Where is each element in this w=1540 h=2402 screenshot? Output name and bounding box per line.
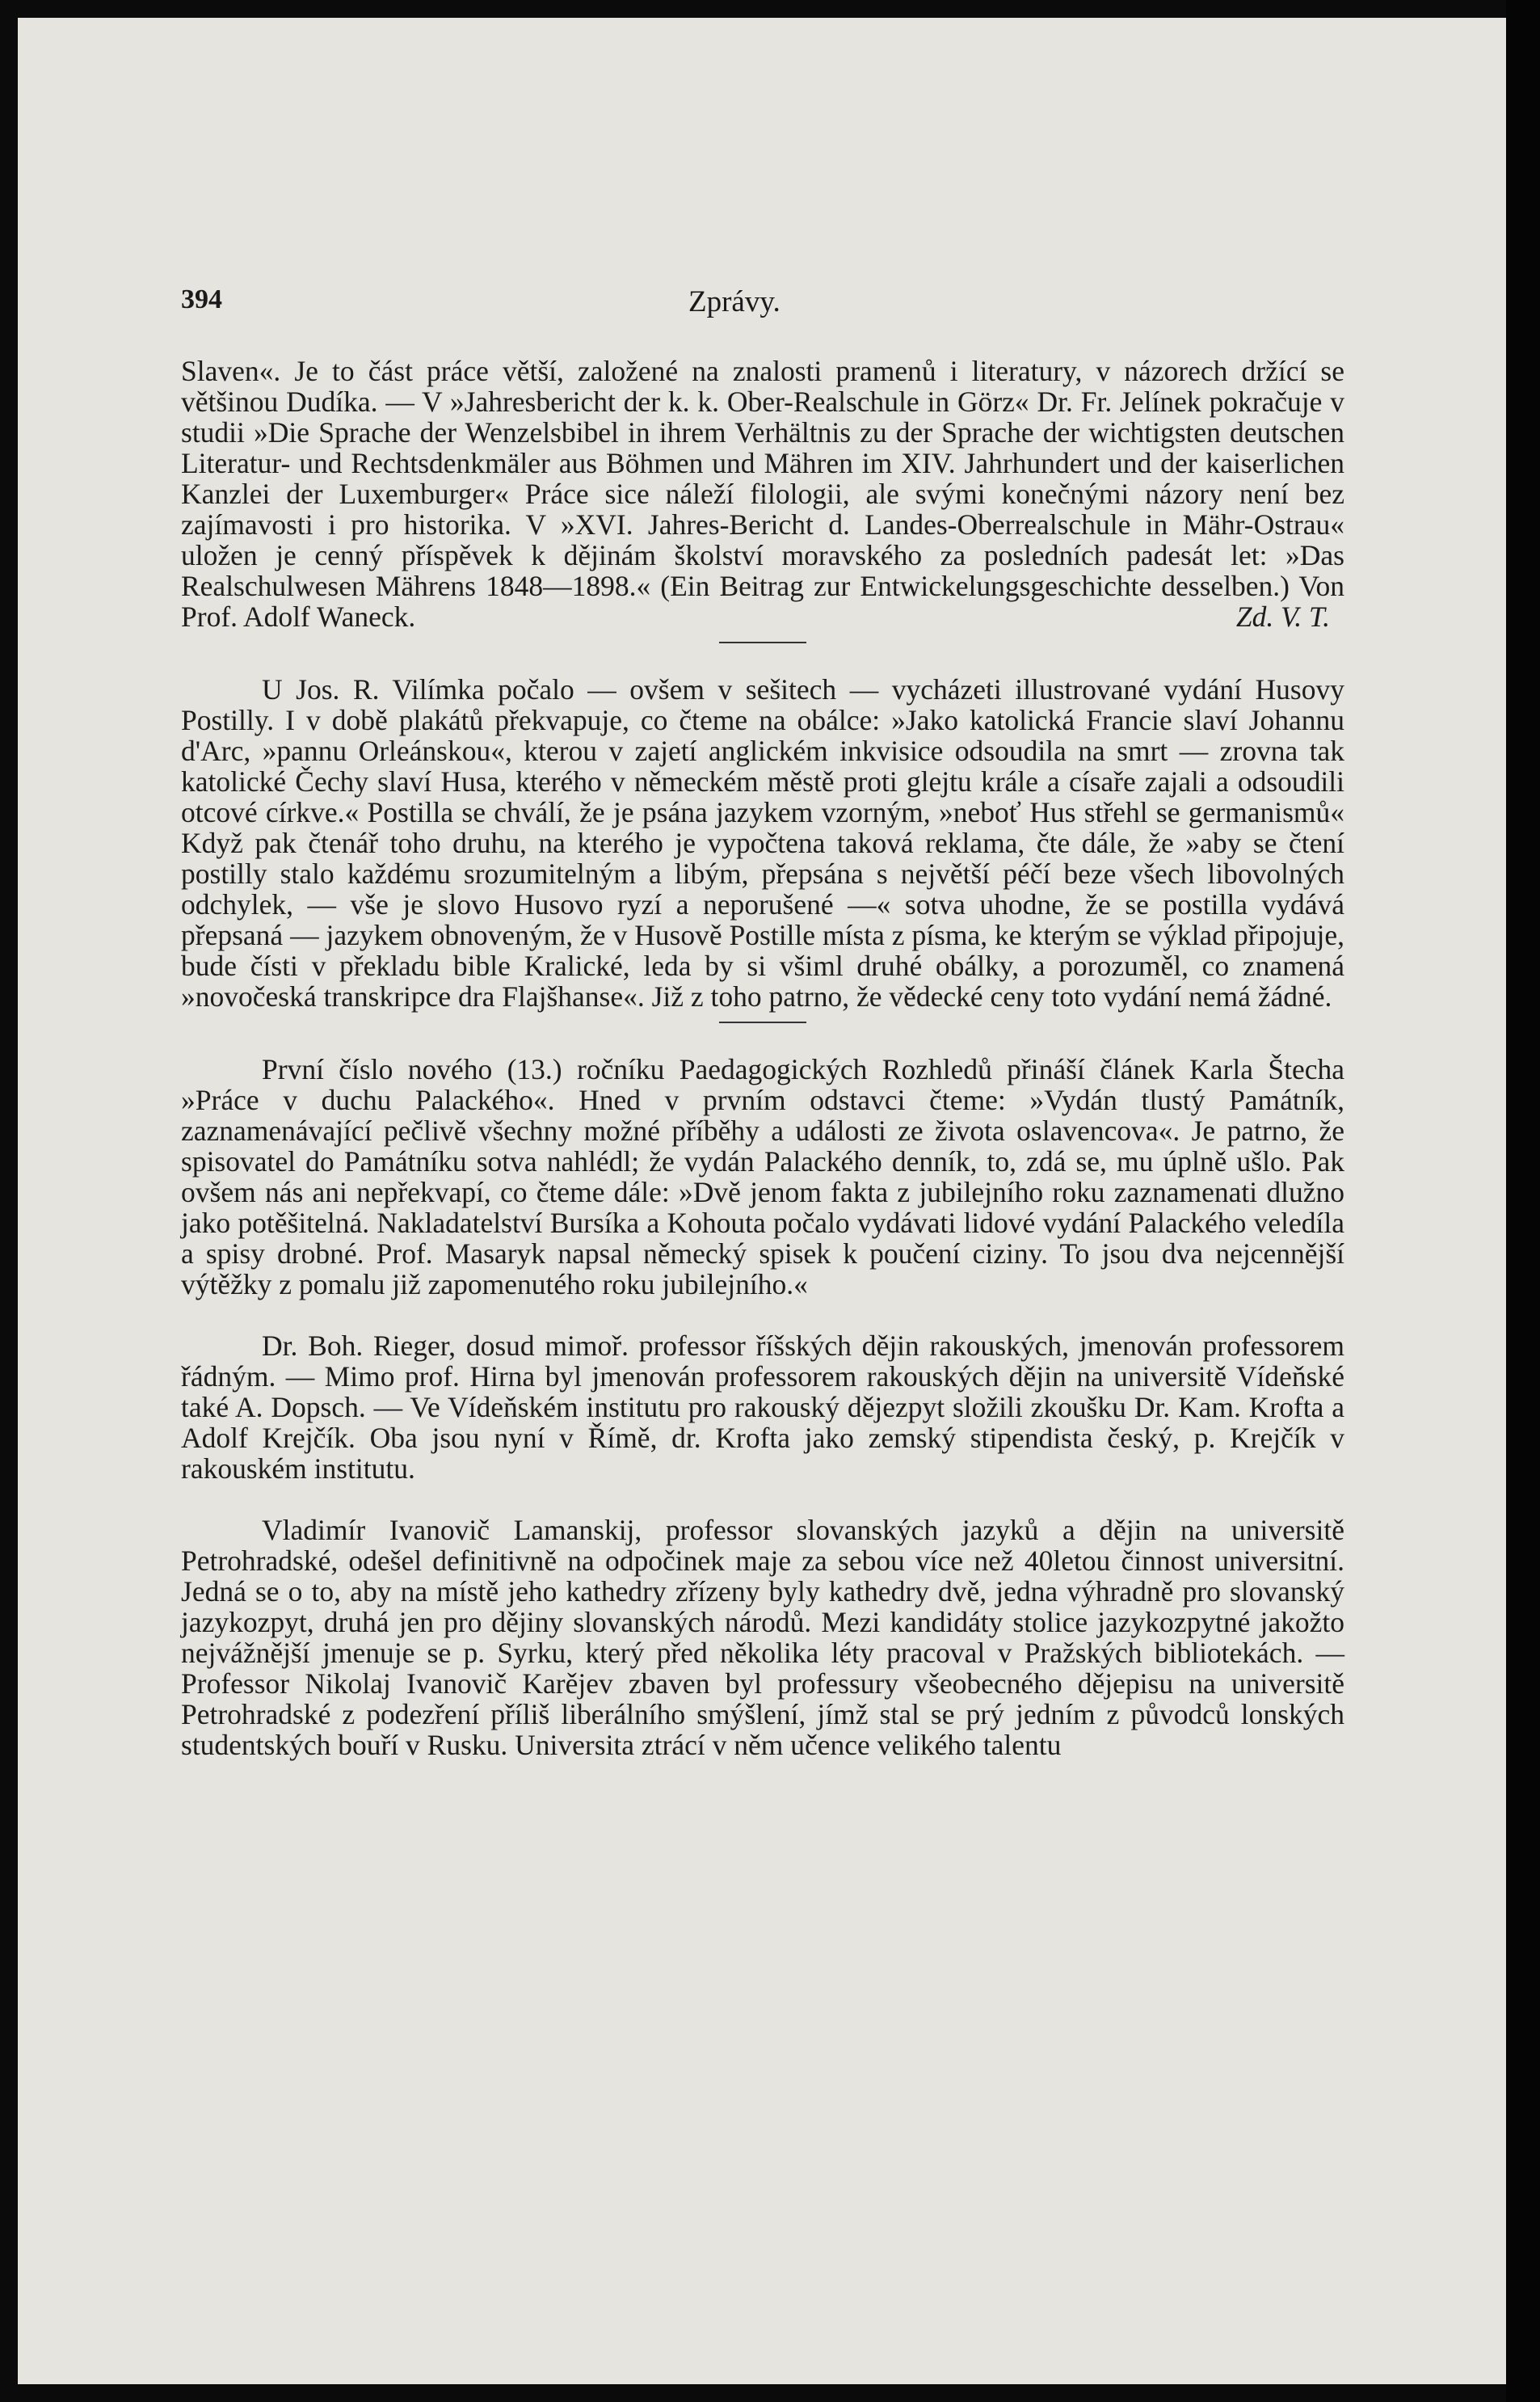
paragraph-lamanskij (181, 1515, 1344, 1760)
paragraph-text: Vladimír Ivanovič Lamanskij, professor slovanských jazyků a dějin na universitě Petrohradské, odešel definitivně na odpočinek maje za sebou více než 40letou činnost universitní. Jedná se o to, aby na místě jeho kathedry zřízeny byly kathedry dvě, jedna výhradně pro slovanský jazykozpyt, druhá jen pro dějiny slovanských národů. Mezi kandidáty stolice jazykozpytné jakožto nejvážnější jmenuje se p. Syrku, který před několika léty pracoval v Pražských bibliotekách. — Professor Nikolaj Ivanovič Karějev zbaven byl professury všeobecného dějepisu na universitě Petrohradské z podezření příliš liberálního smýšlení, jímž stal se prý jedním z původců lonských studentských bouří v Rusku. Universita ztrácí v něm učence velikého talentu (181, 1514, 1344, 1761)
scanned-page (18, 18, 1506, 2384)
page-number: 394 (181, 284, 222, 314)
paragraph-text: První číslo nového (13.) ročníku Paedagogických Rozhledů přináší článek Karla Štecha »Práce v duchu Palackého«. Hned v prvním odstavci čteme: »Vydán tlustý Památník, zaznamenávající pečlivě všechny možné příběhy a události ze života oslavencova«. Je patrno, že spisovatel do Památníku sotva nahlédl; že vydán Palackého denník, to, zdá se, mu úplně ušlo. Pak ovšem nás ani nepřekvapí, co čteme dále: »Dvě jenom fakta z jubilejního roku zaznamenati dlužno jako potěšitelná. Nakladatelství Bursíka a Kohouta počalo vydávati lidové vydání Palackého veledíla a spisy drobné. Prof. Masaryk napsal německý spisek k poučení ciziny. To jsou dva nejcennější výtěžky z pomalu již zapomenutého roku jubilejního.« (181, 1053, 1344, 1300)
paragraph-text: Dr. Boh. Rieger, dosud mimoř. professor říšských dějin rakouských, jmenován professorem řádným. — Mimo prof. Hirna byl jmenován professorem rakouských dějin na universitě Vídeňské také A. Dopsch. — Ve Vídeňském institutu pro rakouský dějezpyt složili zkoušku Dr. Kam. Krofta a Adolf Krejčík. Oba jsou nyní v Římě, dr. Krofta jako zemský stipendista český, p. Krejčík v rakouském institutu. (181, 1330, 1344, 1485)
signature: Zd. V. T. (1235, 600, 1330, 633)
paragraph-appointments (181, 1330, 1344, 1484)
paragraph-text: U Jos. R. Vilímka počalo — ovšem v sešitech — vycházeti illustrované vydání Husovy Postilly. I v době plakátů překvapuje, co čteme na obálce: »Jako katolická Francie slaví Johannu d'Arc, »pannu Orleánskou«, kterou v zajetí anglickém inkvisice odsoudila na smrt — zrovna tak katolické Čechy slaví Husa, kterého v německém městě proti glejtu krále a císaře zajali a odsoudili otcové církve.« Postilla se chválí, že je psána jazykem vzorným, »neboť Hus střehl se germanismů« Když pak čtenář toho druhu, na kterého je vypočtena taková reklama, čte dále, že »aby se čtení postilly stalo každému srozumitelným a libým, přepsána s největší péčí beze všech libovolných odchylek, — vše je slovo Husovo ryzí a neporušené —« sotva uhodne, že se postilla vydává přepsaná — jazykem obnoveným, že v Husově Postille místa z písma, ke kterým se výklad připojuje, bude čísti v překladu bible Kralické, leda by si všiml druhé obálky, a porozuměl, co znamená »novočeská transkripce dra Flajšhanse«. Již z toho patrno, že vědecké ceny toto vydání nemá žádné. (181, 673, 1344, 1013)
article-body (181, 356, 1344, 1760)
page-header (18, 284, 1506, 333)
separator-rule (719, 1022, 806, 1023)
paragraph-postilla (181, 674, 1344, 1012)
separator-rule (719, 642, 806, 643)
paragraph-text: Slaven«. Je to část práce větší, založené na znalosti pramenů i literatury, v názorech držící se většinou Dudíka. — V »Jahresbericht der k. k. Ober-Realschule in Görz« Dr. Fr. Jelínek pokračuje v studii »Die Sprache der Wenzelsbibel in ihrem Verhältnis zu der Sprache der wichtigsten deutschen Literatur- und Rechtsdenkmäler aus Böhmen und Mähren im XIV. Jahrhundert und der kaiserlichen Kanzlei der Luxemburger« Práce sice náleží filologii, ale svými konečnými názory není bez zajímavosti i pro historika. V »XVI. Jahres-Bericht d. Landes-Oberrealschule in Mähr-Ostrau« uložen je cenný příspěvek k dějinám školství moravského za posledních padesát let: »Das Realschulwesen Mährens 1848—1898.« (Ein Beitrag zur Entwickelungsgeschichte desselben.) Von Prof. Adolf Waneck. (181, 355, 1344, 633)
paragraph-rozhledy (181, 1054, 1344, 1300)
running-title: Zprávy. (688, 285, 781, 318)
scan-border (1506, 0, 1540, 2402)
paragraph-dissertations (181, 356, 1344, 632)
